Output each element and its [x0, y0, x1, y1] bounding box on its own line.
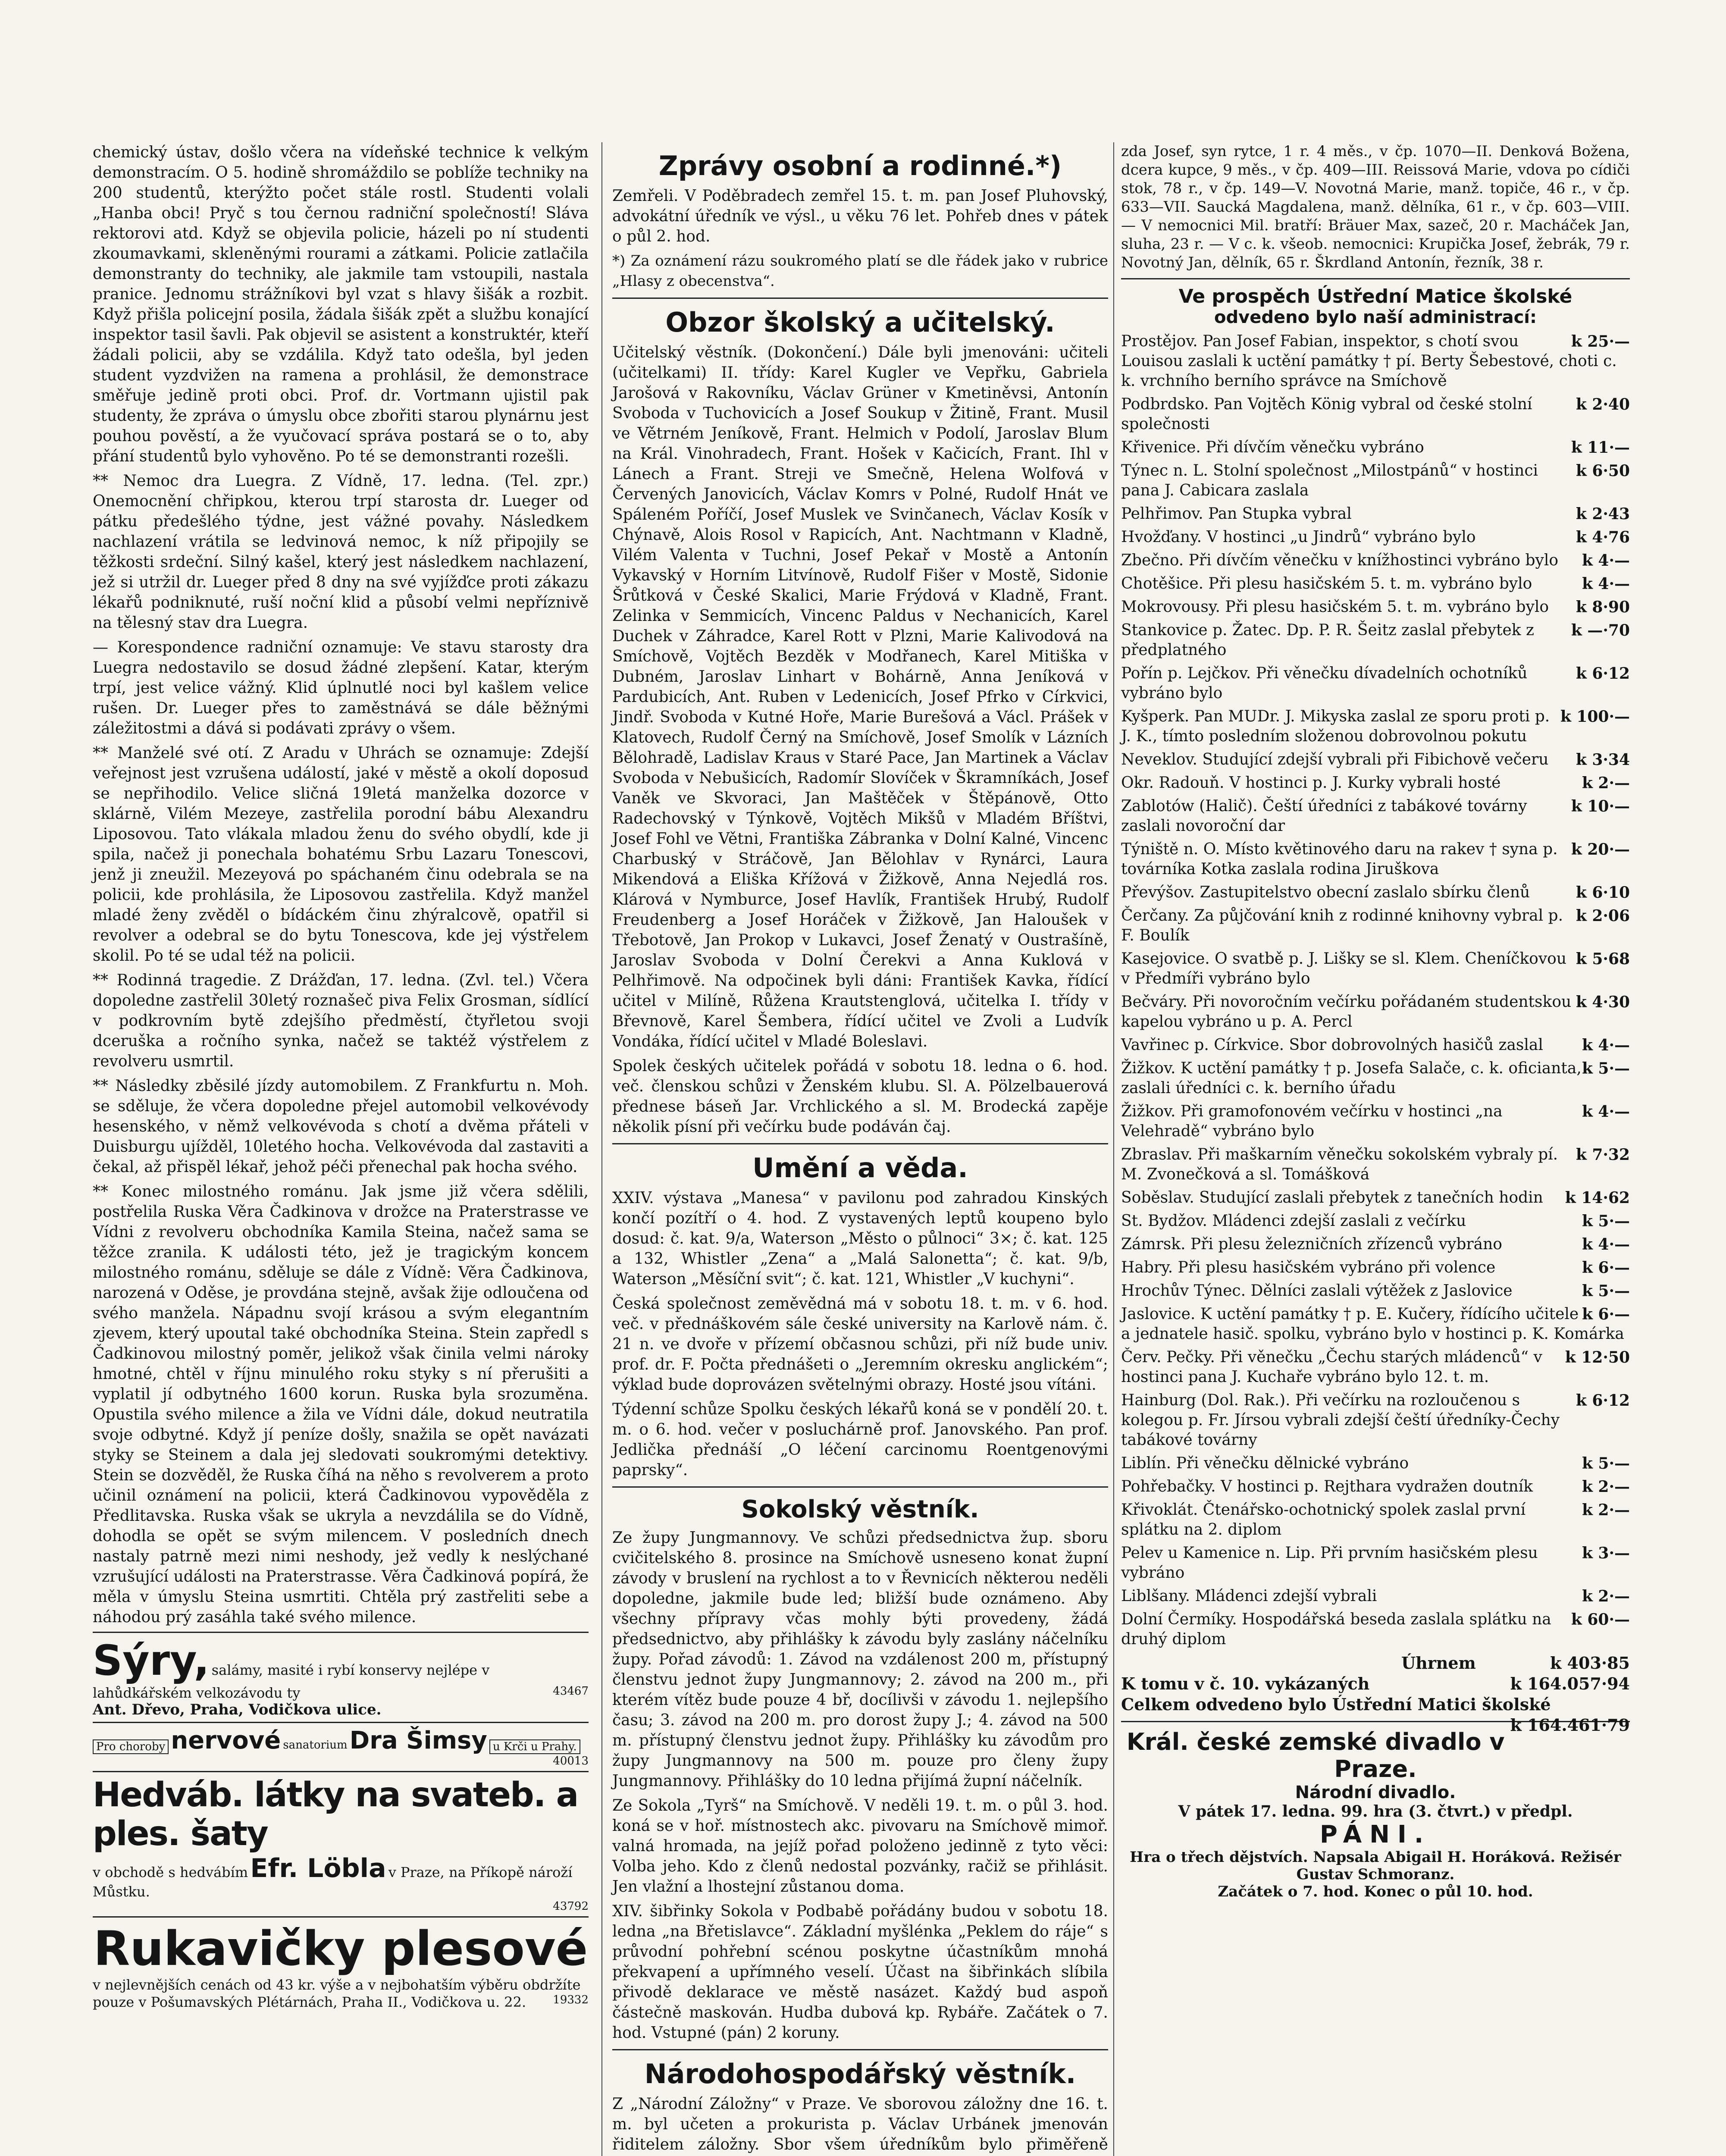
- theatre-date: V pátek 17. ledna. 99. hra (3. čtvrt.) v předpl.: [1178, 1802, 1573, 1821]
- heading-art-science: Umění a věda.: [752, 1152, 968, 1184]
- donation-item: [1121, 1145, 1630, 1185]
- donation-text: Vavřinec p. Církvice. Sbor dobrovolných hasičů zaslal: [1121, 1036, 1543, 1054]
- personal-news-text: Zemřeli. V Poděbradech zemřel 15. t. m. pan Josef Pluhovský, advokátní úředník ve výsl., u věku 76 let. Pohřeb dnes v pátek o půl 2. hod.: [612, 187, 1108, 245]
- donation-item: [1121, 883, 1630, 903]
- donation-amount: k 3·34: [1576, 751, 1630, 769]
- heading-sokol: Sokolský věstník.: [741, 1495, 979, 1523]
- donation-amount: k 5·—: [1582, 1282, 1630, 1300]
- donation-amount: k 100·—: [1560, 708, 1630, 726]
- donation-item: [1121, 527, 1630, 547]
- divider: [612, 1143, 1108, 1144]
- donation-amount: k 5·—: [1582, 1059, 1630, 1078]
- donation-text: Okr. Radouň. V hostinci p. J. Kurky vybrali hosté: [1121, 774, 1501, 792]
- ad-rukavicky-title: Rukavičky plesové: [93, 1921, 588, 1976]
- news-paragraph: ** Rodinná tragedie. Z Drážďan, 17. ledna. (Zvl. tel.) Včera dopoledne zastřelil 30letý roznašeč piva Felix Grosman, sídlící v podkrovním bytě zdejšího předměstí, čtyřletou svoji dceruška a ročního synka, načež se taktéž výstřelem z revolveru usmrtil.: [93, 971, 589, 1070]
- ad-number: 40013: [553, 1755, 589, 1767]
- ad-syry: [93, 1632, 589, 1722]
- ad-nervove: nervové: [171, 1727, 281, 1755]
- ad-sanatorium-label: sanatorium: [283, 1739, 348, 1752]
- donation-amount: k 3·—: [1582, 1544, 1630, 1562]
- donation-amount: k 10·—: [1571, 797, 1630, 815]
- column-right: [1121, 142, 1630, 1900]
- donation-amount: k 20·—: [1571, 840, 1630, 859]
- column-divider: [601, 142, 602, 2156]
- news-articles: [93, 142, 589, 1627]
- donation-item: [1121, 949, 1630, 989]
- ad-hedvab-right: v Praze, na Příkopě nároží Můstku.: [93, 1864, 573, 1900]
- donation-amount: k 5·—: [1582, 1454, 1630, 1473]
- donation-item: [1121, 992, 1630, 1032]
- donation-amount: k 2·40: [1576, 395, 1630, 414]
- column-divider: [1113, 142, 1114, 2156]
- ad-number: 43792: [553, 1900, 589, 1913]
- donation-item: [1121, 1610, 1630, 1649]
- ad-place: u Krči u Prahy.: [489, 1739, 580, 1754]
- donation-amount: k 4·—: [1582, 552, 1630, 570]
- news-paragraph: — Korespondence radniční oznamuje: Ve stavu starosty dra Luegra nedostavilo se dosud žádné zlepšení. Katar, kterým trpí, jest velice vážný. Klid úplnutlé noci byl kašlem velice rušen. Dr. Lueger přes to zaměstnává se dále běžnými záležitostmi a dává si podávati zprávy o všem.: [93, 639, 589, 737]
- ad-number: 19332: [553, 1993, 589, 2006]
- donation-amount: k 4·—: [1582, 1235, 1630, 1253]
- donation-amount: k 14·62: [1565, 1189, 1630, 1207]
- heading-theatre: Král. české zemské divadlo v Praze.: [1126, 1728, 1505, 1783]
- donation-text: Mokrovousy. Při plesu hasičském 5. t. m. vybráno bylo: [1121, 598, 1549, 616]
- donation-item: [1121, 773, 1630, 793]
- donation-amount: k 6·—: [1582, 1259, 1630, 1277]
- donation-item: [1121, 1035, 1630, 1055]
- art-news-text: Týdenní schůze Spolku českých lékařů koná se v pondělí 20. t. m. o 6. hod. večer v posluchárně prof. Janovského. Pan prof. Jedlička přednáší „O léčení carcinomu Roentgenovými paprsky“.: [612, 1401, 1108, 1479]
- news-paragraph: ** Následky zběsilé jízdy automobilem. Z Frankfurtu n. Moh. se sděluje, že včera dopoledne přejel automobil velkovévody hesenského, v němž velkovévoda s chotí a dvěma přáteli v Duisburgu ujížděl, 10letého hocha. Velkovévoda dal zastaviti a čekal, až přispěl lékař, jehož péči přenechal pak hocha svého.: [93, 1077, 589, 1176]
- donation-amount: k 2·—: [1582, 774, 1630, 792]
- donation-amount: k 8·90: [1576, 598, 1630, 616]
- donation-item: [1121, 1258, 1630, 1278]
- donation-item: [1121, 1235, 1630, 1254]
- donation-item: [1121, 707, 1630, 746]
- donation-text: Hrochův Týnec. Dělníci zaslali výtěžek z Jaslovice: [1121, 1282, 1513, 1300]
- divider: [612, 1486, 1108, 1488]
- heading-matice-sub: odvedeno bylo naší administrací:: [1214, 307, 1537, 327]
- donation-text: Pohřebačky. V hostinci p. Rejthara vydražen doutník: [1121, 1478, 1533, 1495]
- donation-item: [1121, 1211, 1630, 1231]
- donation-text: Čerčany. Za půjčování knih z rodinné knihovny vybral p. F. Boulík: [1121, 907, 1563, 944]
- donation-text: Žižkov. Při gramofonovém večírku v hostinci „na Velehradě“ vybráno bylo: [1121, 1103, 1503, 1140]
- ad-rukavicky: [93, 1916, 589, 2014]
- ad-sanatorium: [93, 1722, 589, 1771]
- donation-text: St. Bydžov. Mládenci zdejší zaslali z večírku: [1121, 1212, 1466, 1230]
- donation-text: Kyšperk. Pan MUDr. J. Mikyska zaslal ze sporu proti p. J. K., tímto posledním složenou dobrovolnou pokutu: [1121, 708, 1550, 745]
- ad-hedvab-left: v obchodě s hedvábím: [93, 1864, 248, 1880]
- ad-number: 43467: [553, 1685, 589, 1698]
- sokol-text: XIV. šibřinky Sokola v Podbabě pořádány budou v sobotu 18. ledna „na Břetislavce“. Základní myšlénka „Peklem do ráje“ s průvodní pohřební scénou poskytne účastníkům mnohá překvapení a upřímného veselí. Účast na šibřinkách slíbila přivodě deklarace ve městě nasázet. Každý bud aspoň částečně maskován. Hudba dubová kp. Rybáře. Začátek o 7. hod. Vstupné (pán) 2 koruny.: [612, 1902, 1108, 2042]
- sokol-text: Ze župy Jungmannovy. Ve schůzi předsednictva žup. sboru cvičitelského 8. prosince na Smíchově usneseno konat župní závody v bruslení na rychlost a to v Řevnicích některou neděli dopoledne, jakmile bude led; bližší bude oznámeno. Aby všechny přípravy včas mohly býti provedeny, žádá předsednictvo, aby přihlášky k závodu byly zaslány náčelníku župy. Pořad závodů: 1. Závod na vzdálenost 200 m, přístupný členstvu jednot župy Jungmannovy; 2. závod na 200 m., při kterém vítěz bude pouze 4 bř, docílivši v závodu 1. nejlepšího času; 3. závod na 200 m. pro dorost župy J.; 4. závod na 500 m. přístupný členstvu jednot župy. Přihlášky ku závodům pro župy Jungmannovy na 500 m. pouze pro členy župy Jungmannovy. Přihlášky do 10 ledna přijímá župní náčelník.: [612, 1529, 1108, 1790]
- donation-item: [1121, 1188, 1630, 1208]
- donation-amount: k 2·43: [1576, 505, 1630, 523]
- heading-matice: Ve prospěch Ústřední Matice školské: [1178, 285, 1573, 307]
- donation-item: [1121, 461, 1630, 501]
- donation-text: Podbrdsko. Pan Vojtěch König vybral od české stolní společnosti: [1121, 395, 1532, 433]
- donation-text: Hvožďany. V hostinci „u Jindrů“ vybráno bylo: [1121, 528, 1476, 546]
- sokol-text: Ze Sokola „Tyrš“ na Smíchově. V neděli 19. t. m. o půl 3. hod. koná se v hoř. místnostech akc. pivovaru na Smíchově mimoř. valná hromada, na jejíž pořad položeno jedinně z tyto věci: Volba jeho. Kdo z členů nedostal pozvánky, račiž se přihlásit. Jen vlažní a lhostejní zůstanou doma.: [612, 1797, 1108, 1896]
- donation-amount: k 12·50: [1565, 1348, 1630, 1366]
- donation-text: Zámrsk. Při plesu železničních zřízenců vybráno: [1121, 1235, 1502, 1253]
- art-news-text: Česká společnost zeměvědná má v sobotu 18. t. m. v 6. hod. več. v přednáškovém sále české university na Karlově nám. č. 21 n. ve dvoře v přízemí občasnou schůzi, při níž bude univ. prof. dr. F. Počta přednášeti o „Jeremním okresku anglickém“; výklad bude doprovázen světelnými obrazy. Hosté jsou vítáni.: [612, 1295, 1108, 1394]
- donation-amount: k 2·—: [1582, 1478, 1630, 1496]
- donation-text: Chotěšice. Při plesu hasičském 5. t. m. vybráno bylo: [1121, 575, 1532, 592]
- donation-text: Prostějov. Pan Josef Fabian, inspektor, s chotí svou Louisou zaslali k uctění památky † pí. Berty Šebestové, choti c. k. vrchního berního správce na Smíchově: [1121, 332, 1617, 390]
- divider: [612, 298, 1108, 299]
- donation-item: [1121, 1348, 1630, 1387]
- donation-text: Bečváry. Při novoročním večírku pořádaném studentskou kapelou vybráno u p. A. Percl: [1121, 993, 1572, 1031]
- personal-news-note: *) Za oznámení rázu soukromého platí se dle řádek jako v rubrice „Hlasy z obecenstva“.: [612, 252, 1108, 290]
- donation-item: [1121, 574, 1630, 594]
- donation-item: [1121, 750, 1630, 770]
- donation-item: [1121, 906, 1630, 946]
- heading-economy: Národohospodářský věstník.: [644, 2058, 1076, 2090]
- donation-text: Dolní Čermíky. Hospodářská beseda zaslala splátku na druhý diplom: [1121, 1611, 1551, 1648]
- donation-text: Týniště n. O. Místo květinového daru na rakev † syna p. továrníka Kotka zaslala rodina Jiruškova: [1121, 840, 1558, 878]
- ad-syry-firm: Ant. Dřevo, Praha, Vodičkova ulice.: [93, 1701, 382, 1718]
- donation-item: [1121, 796, 1630, 836]
- heading-personal-news: Zprávy osobní a rodinné.*): [658, 150, 1062, 182]
- donation-amount: k 2·—: [1582, 1501, 1630, 1519]
- donation-text: Zbraslav. Při maškarním věnečku sokolském vybraly pí. M. Zvonečková a sl. Tomášková: [1121, 1146, 1558, 1183]
- ad-rukavicky-text: v nejlevnějších cenách od 43 kr. výše a v nejbohatším výběru obdržíte pouze v Pošumavských Plétárnách, Praha II., Vodičkova u. 22.: [93, 1977, 581, 2010]
- donation-amount: k 4·—: [1582, 1103, 1630, 1121]
- donation-amount: k 11·—: [1571, 439, 1630, 457]
- donation-item: [1121, 664, 1630, 703]
- donation-text: Červ. Pečky. Při věnečku „Čechu starých mládenců“ v hostinci pana J. Kuchaře vybráno bylo 12. t. m.: [1121, 1348, 1542, 1386]
- donation-amount: k 4·76: [1576, 528, 1630, 546]
- donation-item: [1121, 1500, 1630, 1540]
- donation-item: [1121, 1391, 1630, 1450]
- donation-text: Převýšov. Zastupitelstvo obecní zaslalo sbírku členů: [1121, 884, 1530, 901]
- donation-text: Habry. Při plesu hasičském vybráno při volence: [1121, 1259, 1496, 1276]
- grand-total-row: Celkem odvedeno bylo Ústřední Matici školské k 164.461·79: [1121, 1695, 1630, 1735]
- donation-amount: k 2·06: [1576, 907, 1630, 925]
- school-news-text: Spolek českých učitelek pořádá v sobotu 18. ledna o 6. hod. več. členskou schůzi v Ženském klubu. Sl. A. Pölzelbauerová přednese báseň Jar. Vrchlického a sl. M. Brodecká zapěje několik písní při večírku bude podáván čaj.: [612, 1057, 1108, 1136]
- donation-text: Pelev u Kamenice n. Lip. Při prvním hasičském plesu vybráno: [1121, 1544, 1538, 1582]
- donation-amount: k 5·—: [1582, 1212, 1630, 1230]
- donation-item: [1121, 551, 1630, 570]
- news-paragraph: ** Konec milostného románu. Jak jsme již včera sdělili, postřelila Ruska Věra Čadkinova v drožce na Praterstrasse ve Vídni z revolveru obchodníka Kamila Steina, načež sama se těžce zranila. K události této, jež je tragickým koncem milostného románu, sděluje se dále z Vídně: Věra Čadkinova, narozená v Oděse, je provdána stejně, avšak žije odloučena od svého manžela. Nápadnu svojí krásou a svým elegantním zjevem, který upoutal také obchodníka Steina. Stein zapředl s Čadkinovou milostný poměr, jelikož však činila velmi nároky hmotné, chtěl v říjnu minulého roku styky s ní přerušiti a vyplatil jí odbytného 1600 korun. Ruska byla srozuměna. Opustila svého milence a žila ve Vídni dále, dokud neutratila svoje odbytné. Když jí peníze došly, snažila se opět navázati styky se Steinem a dala jej sledovati soukromými detektivy. Stein se dozvěděl, že Ruska číhá na něho s revolverem a proto učinil oznámení na policii, která Čadkinovou vypověděla z Předlitavska. Ruska však se ukryla a nevzdálila se do Vídně, dohodla se opět se svým milencem. V posledních dnech nastaly patrně mezi nimi neshody, jež vedly k neslýchané vzrušující události na Praterstrasse. Věra Čadkinová popírá, že měla v úmyslu Steina usmrtiti. Chtěla prý zastřeliti sebe a náhodou prý zasáhla také svého milence.: [93, 1183, 589, 1626]
- donation-item: [1121, 1586, 1630, 1606]
- divider: [612, 2049, 1108, 2050]
- donation-text: Zbečno. Při dívčím věnečku v knížhostinci vybráno bylo: [1121, 552, 1559, 569]
- ad-syry-title: Sýry,: [93, 1636, 210, 1685]
- donation-text: Stankovice p. Žatec. Dp. P. R. Šeitz zaslal přebytek z předplatného: [1121, 621, 1534, 659]
- donation-amount: k 25·—: [1571, 332, 1630, 351]
- donation-item: [1121, 1304, 1630, 1344]
- donation-item: [1121, 1477, 1630, 1497]
- donation-text: Kasejovice. O svatbě p. J. Lišky se sl. Klem. Cheníčkovou v Předmíři vybráno bylo: [1121, 950, 1567, 987]
- donation-text: Liblín. Při věnečku dělnické vybráno: [1121, 1454, 1409, 1472]
- previous-total-row: K tomu v č. 10. vykázaných k 164.057·94: [1121, 1674, 1630, 1693]
- donation-text: Jaslovice. K uctění památky † p. E. Kučery, řídícího učitele a jednatele hasič. spolku, vybráno bylo v hostinci p. K. Komárka: [1121, 1305, 1624, 1343]
- news-paragraph: chemický ústav, došlo včera na vídeňské technice k velkým demonstracím. O 5. hodině shromáždilo se poblíže techniky na 200 studentů, kterýžto počet stále rostl. Studenti volali „Hanba obci! Pryč s tou černou radniční společností! Sláva rektorovi atd. Když se objevila policie, házeli po ní studenti zkoumavkami, skleněnými rourami a zátkami. Policie zatlačila demonstranty do techniky, ale jakmile tam vstoupili, nastala pranice. Jednomu strážníkovi byl vzat s hlavy šišák a rozbit. Když přišla policejní posila, žádala šišák zpět a službu konající inspektor tasil šavli. Pak objevil se asistent a konstruktér, kteří žádali policii, aby se vzdálila. Když tato odešla, byl jeden student vyzdvižen na ramena a prohlásil, že demonstrace směřuje jedině proti obci. Prof. dr. Vortmann ujistil pak studenty, že zpráva o úmyslu obce zbořiti starou plynárnu jest pouhou pověstí, a že vyučovací správa postará se o to, aby přání studentů bylo vyhověno. Po té se demonstranti rozešli.: [93, 144, 589, 465]
- ad-hedvab-name: Efr. Löbla: [250, 1853, 386, 1883]
- donation-text: Křivenice. Při dívčím věnečku vybráno: [1121, 439, 1424, 456]
- donation-amount: k 4·—: [1582, 575, 1630, 593]
- donation-amount: k 60·—: [1571, 1611, 1630, 1629]
- donation-amount: k 6·12: [1576, 664, 1630, 683]
- column-left: [93, 142, 589, 2014]
- divider: [1121, 278, 1630, 279]
- donation-item: [1121, 1454, 1630, 1473]
- theatre-time: Začátek o 7. hod. Konec o půl 10. hod.: [1218, 1883, 1533, 1900]
- donation-amount: k 6·12: [1576, 1391, 1630, 1410]
- donation-item: [1121, 1059, 1630, 1098]
- donation-amount: k —·70: [1571, 621, 1630, 639]
- donation-item: [1121, 1543, 1630, 1583]
- donation-amount: k 2·—: [1582, 1587, 1630, 1605]
- ad-hedvab: [93, 1771, 589, 1916]
- theatre-play-title: PÁNI.: [1319, 1821, 1432, 1849]
- donation-item: [1121, 332, 1630, 391]
- donation-text: Žižkov. K uctění památky † p. Josefa Salače, c. k. oficianta, zaslali úředníci c. k. berního úřadu: [1121, 1059, 1582, 1097]
- donation-text: Pelhřimov. Pan Stupka vybral: [1121, 505, 1352, 523]
- donation-amount: k 6·50: [1576, 462, 1630, 480]
- donation-item: [1121, 840, 1630, 879]
- heading-school-news: Obzor školský a učitelský.: [665, 307, 1055, 338]
- theatre-sub: Národní divadlo.: [1295, 1783, 1456, 1802]
- donation-item: [1121, 504, 1630, 524]
- donation-text: Neveklov. Studující zdejší vybrali při Fibichově večeru: [1121, 751, 1549, 768]
- deaths-continued: zda Josef, syn rytce, 1 r. 4 měs., v čp. 1070—II. Denková Božena, dcera kupce, 9 měs., v čp. 409—III. Reissová Marie, vdova po cídiči stok, 78 r., v čp. 149—V. Novotná Marie, manž. topiče, 46 r., v čp. 633—VII. Saucká Magdalena, manž. dělníka, 61 r., v čp. 603—VIII. — V nemocnici Mil. bratří: Bräuer Max, sazeč, 20 r. Macháček Jan, sluha, 23 r. — V c. k. všeob. nemocnici: Krupička Josef, žebrák, 79 r. Novotný Jan, dělník, 65 r. Škrdland Antonín, řezník, 38 r.: [1121, 143, 1630, 271]
- ad-syry-text: salámy, masité i rybí konservy nejlépe v lahůdkářském velkozávodu ty: [93, 1662, 490, 1701]
- donation-text: Hainburg (Dol. Rak.). Při večírku na rozloučenou s kolegou p. Fr. Jírsou vybrali zdejší čeští úředníky-Čechy tabákové továrny: [1121, 1391, 1560, 1449]
- economy-text: Z „Národní Záložny“ v Praze. Ve sborovou záložny dne 16. t. m. byl učeten a prokurista p. Václav Urbánek jmenován řiditelem záložny. Sbor všem úředníkům bylo přiměřeně: [612, 2095, 1108, 2153]
- donation-amount: k 4·30: [1576, 993, 1630, 1011]
- donation-item: [1121, 395, 1630, 434]
- ad-simsa: Dra Šimsy: [349, 1727, 487, 1755]
- donation-text: Pořín p. Lejčkov. Při věnečku dívadelních ochotníků vybráno bylo: [1121, 664, 1528, 702]
- donation-item: [1121, 597, 1630, 617]
- school-news-text: Učitelský věstník. (Dokončení.) Dále byli jmenováni: učiteli (učitelkami) II. třídy: Karel Kugler ve Vepřku, Gabriela Jarošová v Rakovníku, Václav Grüner v Kmetiněvsi, Antonín Svoboda v Tuchovicích a Josef Soukup v Žitině, Frant. Musil ve Větrném Jeníkově, Frant. Helmich v Podolí, Jaroslav Blum na Král. Vinohradech, Frant. Hošek v Kačicích, Frant. Ihl v Lánech a Frant. Streji ve Smečně, Helena Wolfová v Červených Janovicích, Václav Komrs v Polné, Rudolf Hnát ve Spáleném Poříčí, Josef Muslek ve Svinčanech, Václav Kosík v Chýnavě, Alois Rosol v Rapicích, Ant. Nachtmann v Kladně, Vilém Valenta v Tuchni, Josef Pekař v Mostě a Antonín Vykavský v Horním Litvínově, Rudolf Fišer v Mostě, Sidonie Šrůtková v České Skalici, Marie Frýdová v Kladně, Frant. Zelinka v Semmicích, Vincenc Paldus v Nechanicích, Karel Duchek v Záhradce, Karel Rott v Plzni, Marie Kalivodová na Smíchově, Vojtěch Bezděk v Modřanech, Karel Mitiška v Dubném, Jaroslav Linhart v Bohárně, Anna Jeníková v Pardubicích, Ant. Ruben v Ledenicích, Josef Pfrko v Církvici, Jindř. Svoboda v Kutné Hoře, Marie Burešová a Václ. Prášek v Klatovech, Rudolf Černý na Smíchově, Josef Smolík v Lázních Bělohradě, Ladislav Kraus v Staré Pace, Jan Martinek a Václav Svoboda v Nebušicích, Radomír Slovíček v Škramníkách, Josef Vaněk ve Skvoraci, Jan Maštěček v Štěpánově, Otto Radechovský v Týnkově, Vojtěch Mikšů v Mladém Bříštvi, Josef Fohl ve Větni, Františka Zábranka v Dolní Kalné, Vincenc Charbuský v Stráčově, Jan Bělohlav v Rynárci, Laura Mikendová a Eliška Křížová v Žižkově, Anna Nejedlá ros. Klárová v Nymburce, Josef Havlík, František Hrubý, Rudolf Freudenberg a Josef Horáček v Žižkově, Jan Haloušek v Třebotově, Jan Prokop v Lukavci, Josef Ženatý v Oustrašíně, Jaroslav Svoboda v Dolní Čerekvi a Anna Kuklová v Pelhřimově. Na odpočinek byli dáni: František Kavka, řídící učitel v Milíně, Růžena Krautstenglová, učitelka I. třídy v Břevnově, Karel Šembera, řídící učitel ve Zvoli a Ludvík Vondáka, řídící učitel v Mladé Boleslavi.: [612, 344, 1108, 1050]
- donation-amount: k 6·10: [1576, 884, 1630, 902]
- ad-hedvab-title: Hedváb. látky na svateb. a ples. šaty: [93, 1776, 578, 1853]
- ad-box: Pro choroby: [93, 1739, 169, 1754]
- news-paragraph: ** Manželé své otí. Z Aradu v Uhrách se oznamuje: Zdejší veřejnost jest vzrušena událostí, jaké v městě a okolí doposud se nepřihodilo. Velice sličná 19letá manželka dozorce v sklárně, Vilém Mezeye, zastřelila porodní bábu Alexandru Liposovou. Tato vlákala mladou ženu do svého obydlí, kde ji spila, načež ji ponechala bohatému Srbu Lazaru Tonescovi, jenž ji zneužil. Mezeyová po spáchaném činu odebrala se na policii, kde prohlásila, že Liposovou zastřelila. Když manžel mladé ženy zvěděl o bídáckém činu zhýralcově, opatřil si revolver a odebral se do bytu Tonescova, kde jej výstřelem skolil. Po té se udal též na policii.: [93, 744, 589, 965]
- donation-text: Soběslav. Studující zaslali přebytek z tanečních hodin: [1121, 1189, 1543, 1206]
- donation-item: [1121, 620, 1630, 660]
- donation-text: Zablotów (Halič). Čeští úředníci z tabákové továrny zaslali novoroční dar: [1121, 797, 1527, 835]
- donation-amount: k 7·32: [1576, 1146, 1630, 1164]
- news-paragraph: ** Nemoc dra Luegra. Z Vídně, 17. ledna. (Tel. zpr.) Onemocnění chřipkou, kterou trpí starosta dr. Lueger od pátku předešlého týdne, jest vážné povahy. Následkem nachlazení vrátila se ledvinová nemoc, k níž připojily se těžkosti srdeční. Silný kašel, který jest následkem nachlazení, jež si utržil dr. Lueger před 8 dny na své vyjížďce proti zákazu lékařů podniknuté, ruší noční klid a působí velmi nepříznivě na tělesný stav dra Luegra.: [93, 472, 589, 632]
- donation-amount: k 4·—: [1582, 1036, 1630, 1054]
- donation-amount: k 6·—: [1582, 1305, 1630, 1323]
- donation-text: Křivoklát. Čtenářsko-ochotnický spolek zaslal první splátku na 2. diplom: [1121, 1501, 1526, 1539]
- total-row: Úhrnem k 403·85: [1401, 1653, 1630, 1673]
- donation-item: [1121, 1102, 1630, 1141]
- donation-amount: k 5·68: [1576, 950, 1630, 968]
- donation-item: [1121, 1281, 1630, 1301]
- column-middle: [612, 142, 1108, 2156]
- theatre-text: Hra o třech dějstvích. Napsala Abigail H. Horáková. Režisér Gustav Schmoranz.: [1130, 1849, 1621, 1883]
- donation-list: [1121, 332, 1630, 1649]
- donation-text: Týnec n. L. Stolní společnost „Milostpánů“ v hostinci pana J. Cabicara zaslala: [1121, 462, 1538, 499]
- art-news-text: XXIV. výstava „Manesa“ v pavilonu pod zahradou Kinských končí pozítří o 4. hod. Z vystavených leptů koupeno bylo dosud: č. kat. 9/a, Waterson „Město o půlnoci“ 3×; č. kat. 125 a 132, Whistler „Zena“ a „Malá Salonetta“; č. kat. 9/b, Waterson „Měsíční svit“; č. kat. 121, Whistler „V kuchyni“.: [612, 1189, 1108, 1288]
- donation-item: [1121, 438, 1630, 458]
- donation-text: Liblšany. Mládenci zdejší vybrali: [1121, 1587, 1377, 1605]
